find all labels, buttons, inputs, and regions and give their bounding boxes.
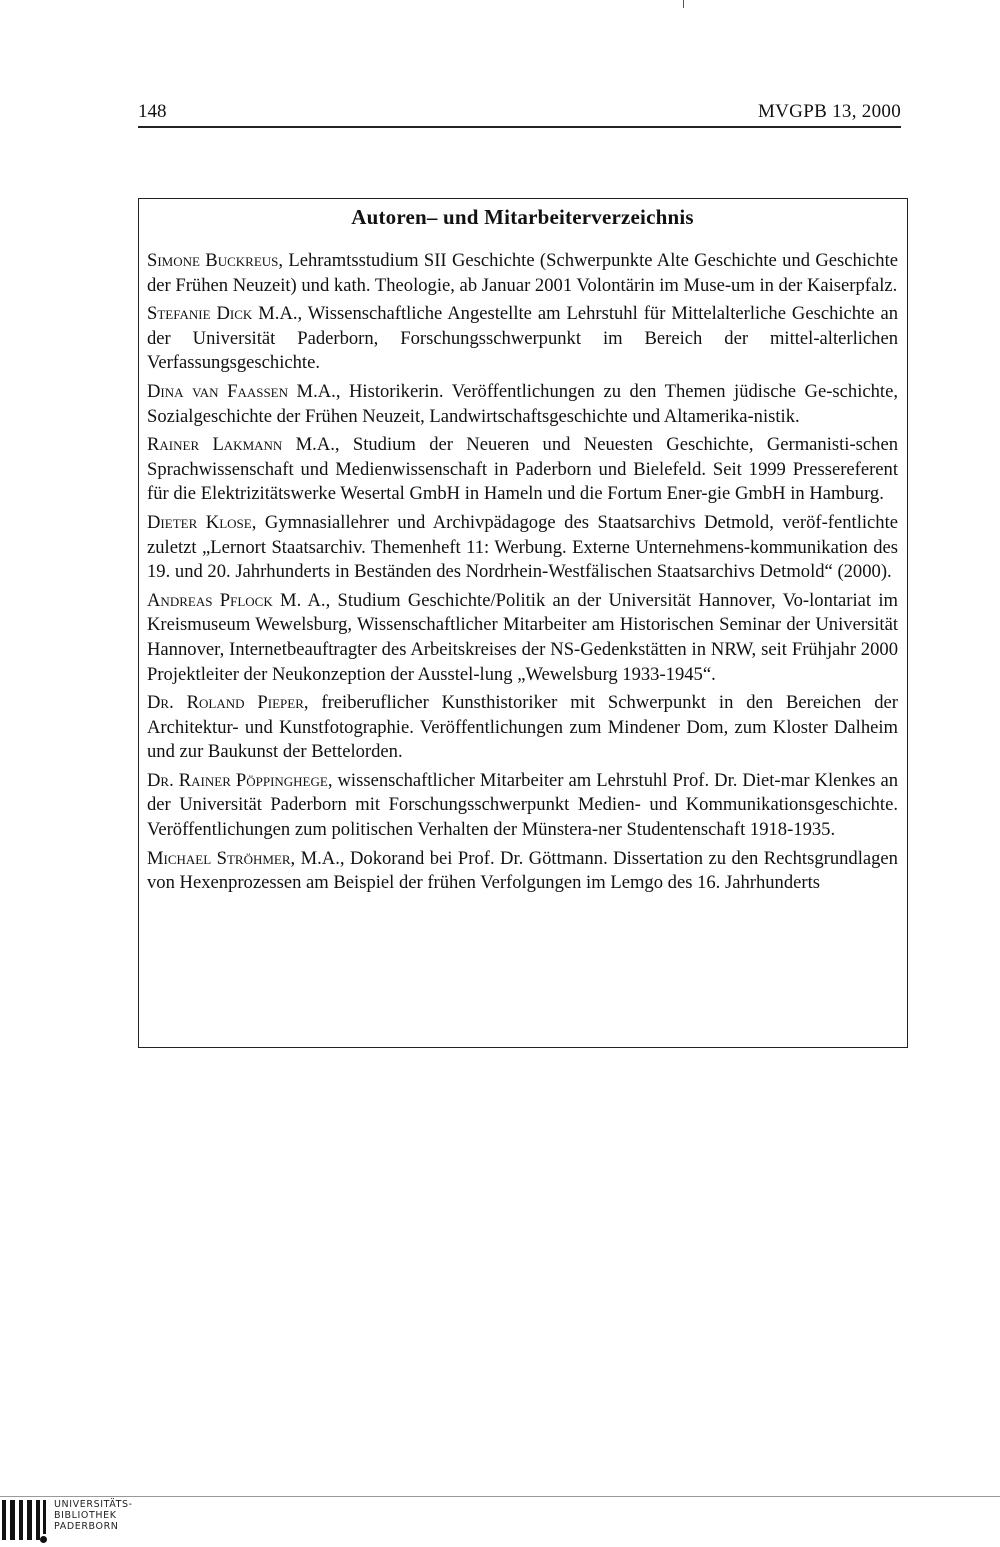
footer-rule (0, 1496, 1000, 1497)
page-header (138, 101, 901, 127)
logo-text (54, 1499, 133, 1532)
author-entry (147, 302, 898, 376)
page-number: 148 (138, 101, 167, 122)
author-bio: , wissenschaftlicher Mitarbeiter am Lehrstuhl Prof. Dr. Diet-mar Klenkes an der Universität Paderborn mit Forschungsschwerpunkt Medien- und Kommunikationsgeschichte. Veröffentlichungen zum politischen Verhalten der Münstera-ner Studentenschaft 1918-1935. (147, 769, 899, 841)
author-entry (147, 433, 898, 507)
author-bio: M. A., Studium Geschichte/Politik an der Universität Hannover, Vo-lontariat im Kreismuseum Wewelsburg, Wissenschaftlicher Mitarbeiter am Historischen Seminar der Universität Hannover, Internetbeauftragter des Arbeitskreises der NS-Gedenkstätten in NRW, seit Frühjahr 2000 Projektleiter der Neukonzeption der Ausstel-lung „Wewelsburg 1933-1945“. (147, 589, 899, 685)
scan-mark (683, 0, 684, 8)
section-title: Autoren– und Mitarbeiterverzeichnis (351, 205, 694, 229)
authors-directory-box (138, 198, 908, 1048)
author-name: Dieter Klose (147, 511, 252, 533)
author-name: Simone Buckreus (147, 250, 279, 271)
author-bio: M.A., Studium der Neueren und Neuesten Geschichte, Germanisti-schen Sprachwissenschaft und Medienwissenschaft in Paderborn und Bielefeld. Seit 1999 Pressereferent für die Elektrizitätswerke Wesertal GmbH in Hameln und die Fortum Ener-gie GmbH in Hamburg. (147, 434, 898, 505)
author-name: Stefanie Dick (147, 303, 253, 325)
author-entry (147, 589, 898, 687)
author-bio: M.A., Historikerin. Veröffentlichungen zu den Themen jüdische Ge-schichte, Sozialgeschichte der Frühen Neuzeit, Landwirtschaftsgeschichte und Altamerika-nistik. (147, 380, 898, 427)
author-list (147, 249, 898, 896)
author-bio: , Gymnasiallehrer und Archivpädagoge des Staatsarchivs Detmold, veröf-fentlichte zuletzt „Lernort Staatsarchiv. Themenheft 11: Werbung. Externe Unternehmens-kommunikation des 19. und 20. Jahrhunderts in Beständen des Nordrhein-Westfälischen Staatsarchivs Detmold“ (2000). (147, 511, 899, 583)
author-name: Rainer Lakmann (147, 434, 283, 456)
author-bio: , M.A., Dokorand bei Prof. Dr. Göttmann. Dissertation zu den Rechtsgrundlagen von Hexenprozessen am Beispiel der frühen Verfolgungen im Lemgo des 16. Jahrhunderts (147, 847, 898, 894)
author-entry (147, 380, 898, 429)
author-name: Dr. Rainer Pöppinghege (147, 769, 328, 791)
author-name: Dina van Faassen (147, 380, 289, 402)
author-entry (147, 691, 898, 765)
author-name: Andreas Pflock (147, 589, 273, 611)
author-entry (147, 249, 898, 298)
journal-reference: MVGPB 13, 2000 (757, 101, 901, 122)
author-name: Michael Ströhmer (147, 847, 291, 869)
author-bio: M.A., Wissenschaftliche Angestellte am Lehrstuhl für Mittelalterliche Geschichte an der Universität Paderborn, Forschungsschwerpunkt im Bereich der mittel-alterlichen Verfassungsgeschichte. (147, 303, 899, 374)
author-entry (147, 769, 898, 843)
logo-dot-icon (40, 1536, 47, 1543)
logo-line: PADERBORN (54, 1521, 119, 1532)
library-logo (0, 1495, 150, 1547)
author-entry (147, 511, 898, 585)
author-bio: , Lehramtsstudium SII Geschichte (Schwerpunkte Alte Geschichte und Geschichte der Frühen Neuzeit) und kath. Theologie, ab Januar 2001 Volontärin im Muse-um in der Kaiserpfalz. (147, 250, 898, 296)
author-entry (147, 847, 898, 896)
author-bio: , freiberuflicher Kunsthistoriker mit Schwerpunkt in den Bereichen der Architektur- und Kunstfotographie. Veröffentlichungen zum Mindener Dom, zum Kloster Dalheim und zur Baukunst der Bettelorden. (147, 692, 898, 763)
logo-line: UNIVERSITÄTS- (54, 1499, 133, 1510)
header-rule (138, 126, 901, 128)
author-name: Dr. Roland Pieper (147, 692, 304, 714)
logo-line: BIBLIOTHEK (54, 1510, 117, 1521)
